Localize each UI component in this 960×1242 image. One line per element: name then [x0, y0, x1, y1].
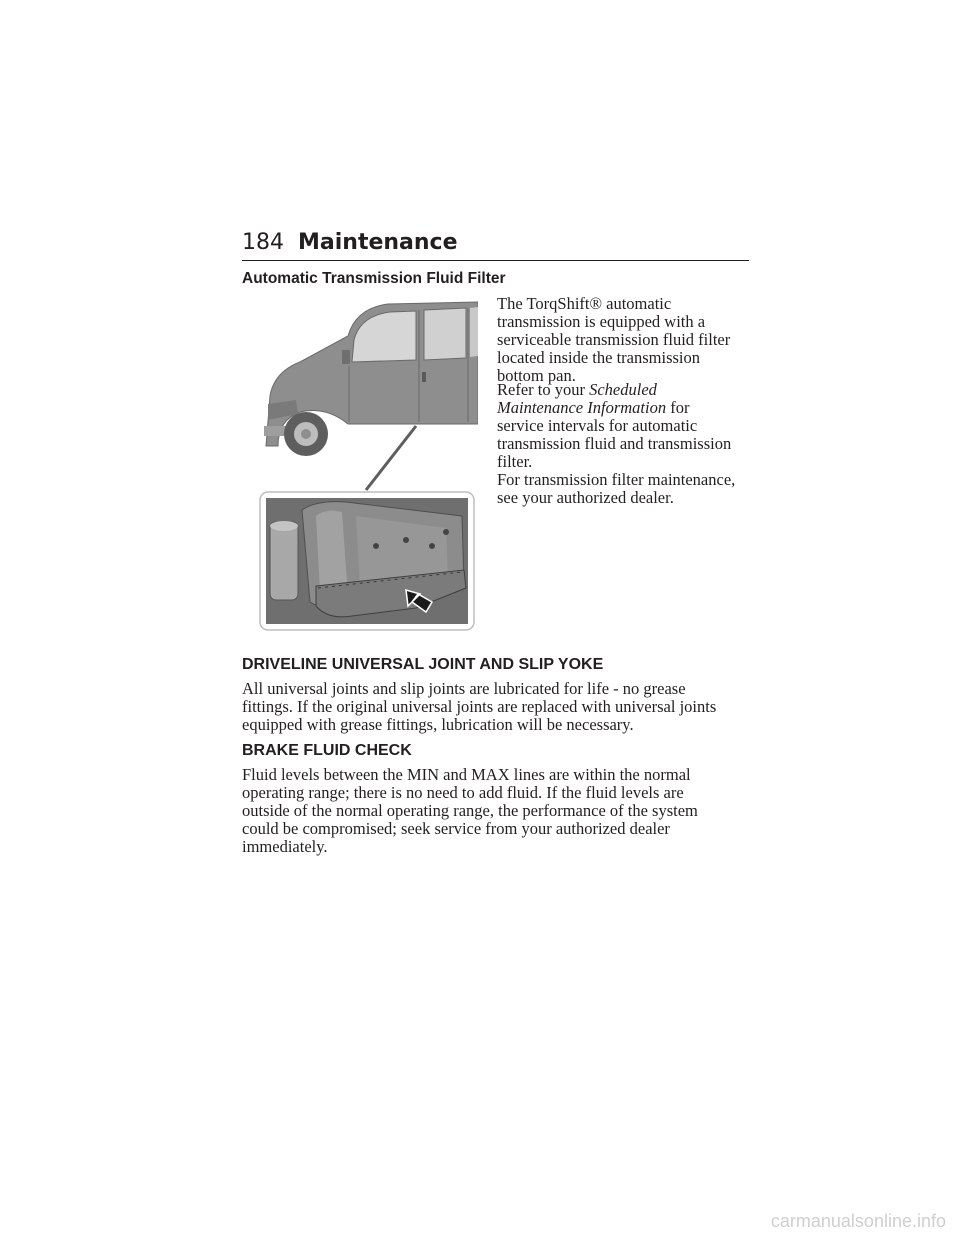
atf-p2-line [497, 399, 731, 417]
atf-p3-line: For transmission filter maintenance, [497, 470, 736, 489]
atf-p1-line: serviceable transmission fluid filter [497, 330, 731, 349]
atf-p2-line: filter. [497, 452, 533, 471]
van-illustration [264, 302, 478, 456]
atf-p2-line: service intervals for automatic [497, 416, 698, 435]
atf-paragraph-2 [497, 381, 731, 471]
brake-line: outside of the normal operating range, the performance of the system [242, 801, 698, 820]
section-title: Maintenance [298, 230, 458, 255]
atf-p3-line: see your authorized dealer. [497, 488, 674, 507]
atf-p2-italic-1: Scheduled [589, 380, 657, 399]
watermark: carmanualsonline.info [770, 1211, 946, 1231]
brake-heading: BRAKE FLUID CHECK [242, 742, 412, 759]
atf-p2-line [497, 381, 731, 399]
brake-paragraph [242, 766, 698, 856]
brake-line: immediately. [242, 837, 328, 856]
brake-line: Fluid levels between the MIN and MAX lines are within the normal [242, 765, 691, 784]
atf-p1-line: bottom pan. [497, 366, 576, 385]
driveline-paragraph [242, 680, 716, 734]
atf-p1-line: transmission is equipped with a [497, 312, 706, 331]
brake-line: could be compromised; seek service from your authorized dealer [242, 819, 670, 838]
transmission-inset [260, 492, 474, 630]
atf-heading: Automatic Transmission Fluid Filter [242, 270, 506, 287]
atf-p1-line: The TorqShift® automatic [497, 294, 672, 313]
atf-p2-line: transmission fluid and transmission [497, 434, 732, 453]
atf-paragraph-1 [497, 295, 730, 385]
driveline-heading: DRIVELINE UNIVERSAL JOINT AND SLIP YOKE [242, 656, 604, 673]
page-number: 184 [242, 230, 284, 255]
atf-p2-italic-2: Maintenance Information [497, 398, 667, 417]
driveline-line: equipped with grease fittings, lubrication will be necessary. [242, 715, 634, 734]
brake-line: operating range; there is no need to add fluid. If the fluid levels are [242, 783, 684, 802]
driveline-line: fittings. If the original universal joints are replaced with universal joints [242, 697, 717, 716]
atf-p1-line: located inside the transmission [497, 348, 701, 367]
transmission-illustration [256, 296, 478, 632]
callout-line [366, 426, 416, 490]
header-rule [242, 260, 749, 261]
page-header [242, 230, 749, 262]
atf-p2-lead: Refer to your [497, 380, 590, 399]
atf-paragraph-3 [497, 471, 735, 507]
driveline-line: All universal joints and slip joints are lubricated for life - no grease [242, 679, 686, 698]
atf-p2-tail: for [666, 398, 690, 417]
